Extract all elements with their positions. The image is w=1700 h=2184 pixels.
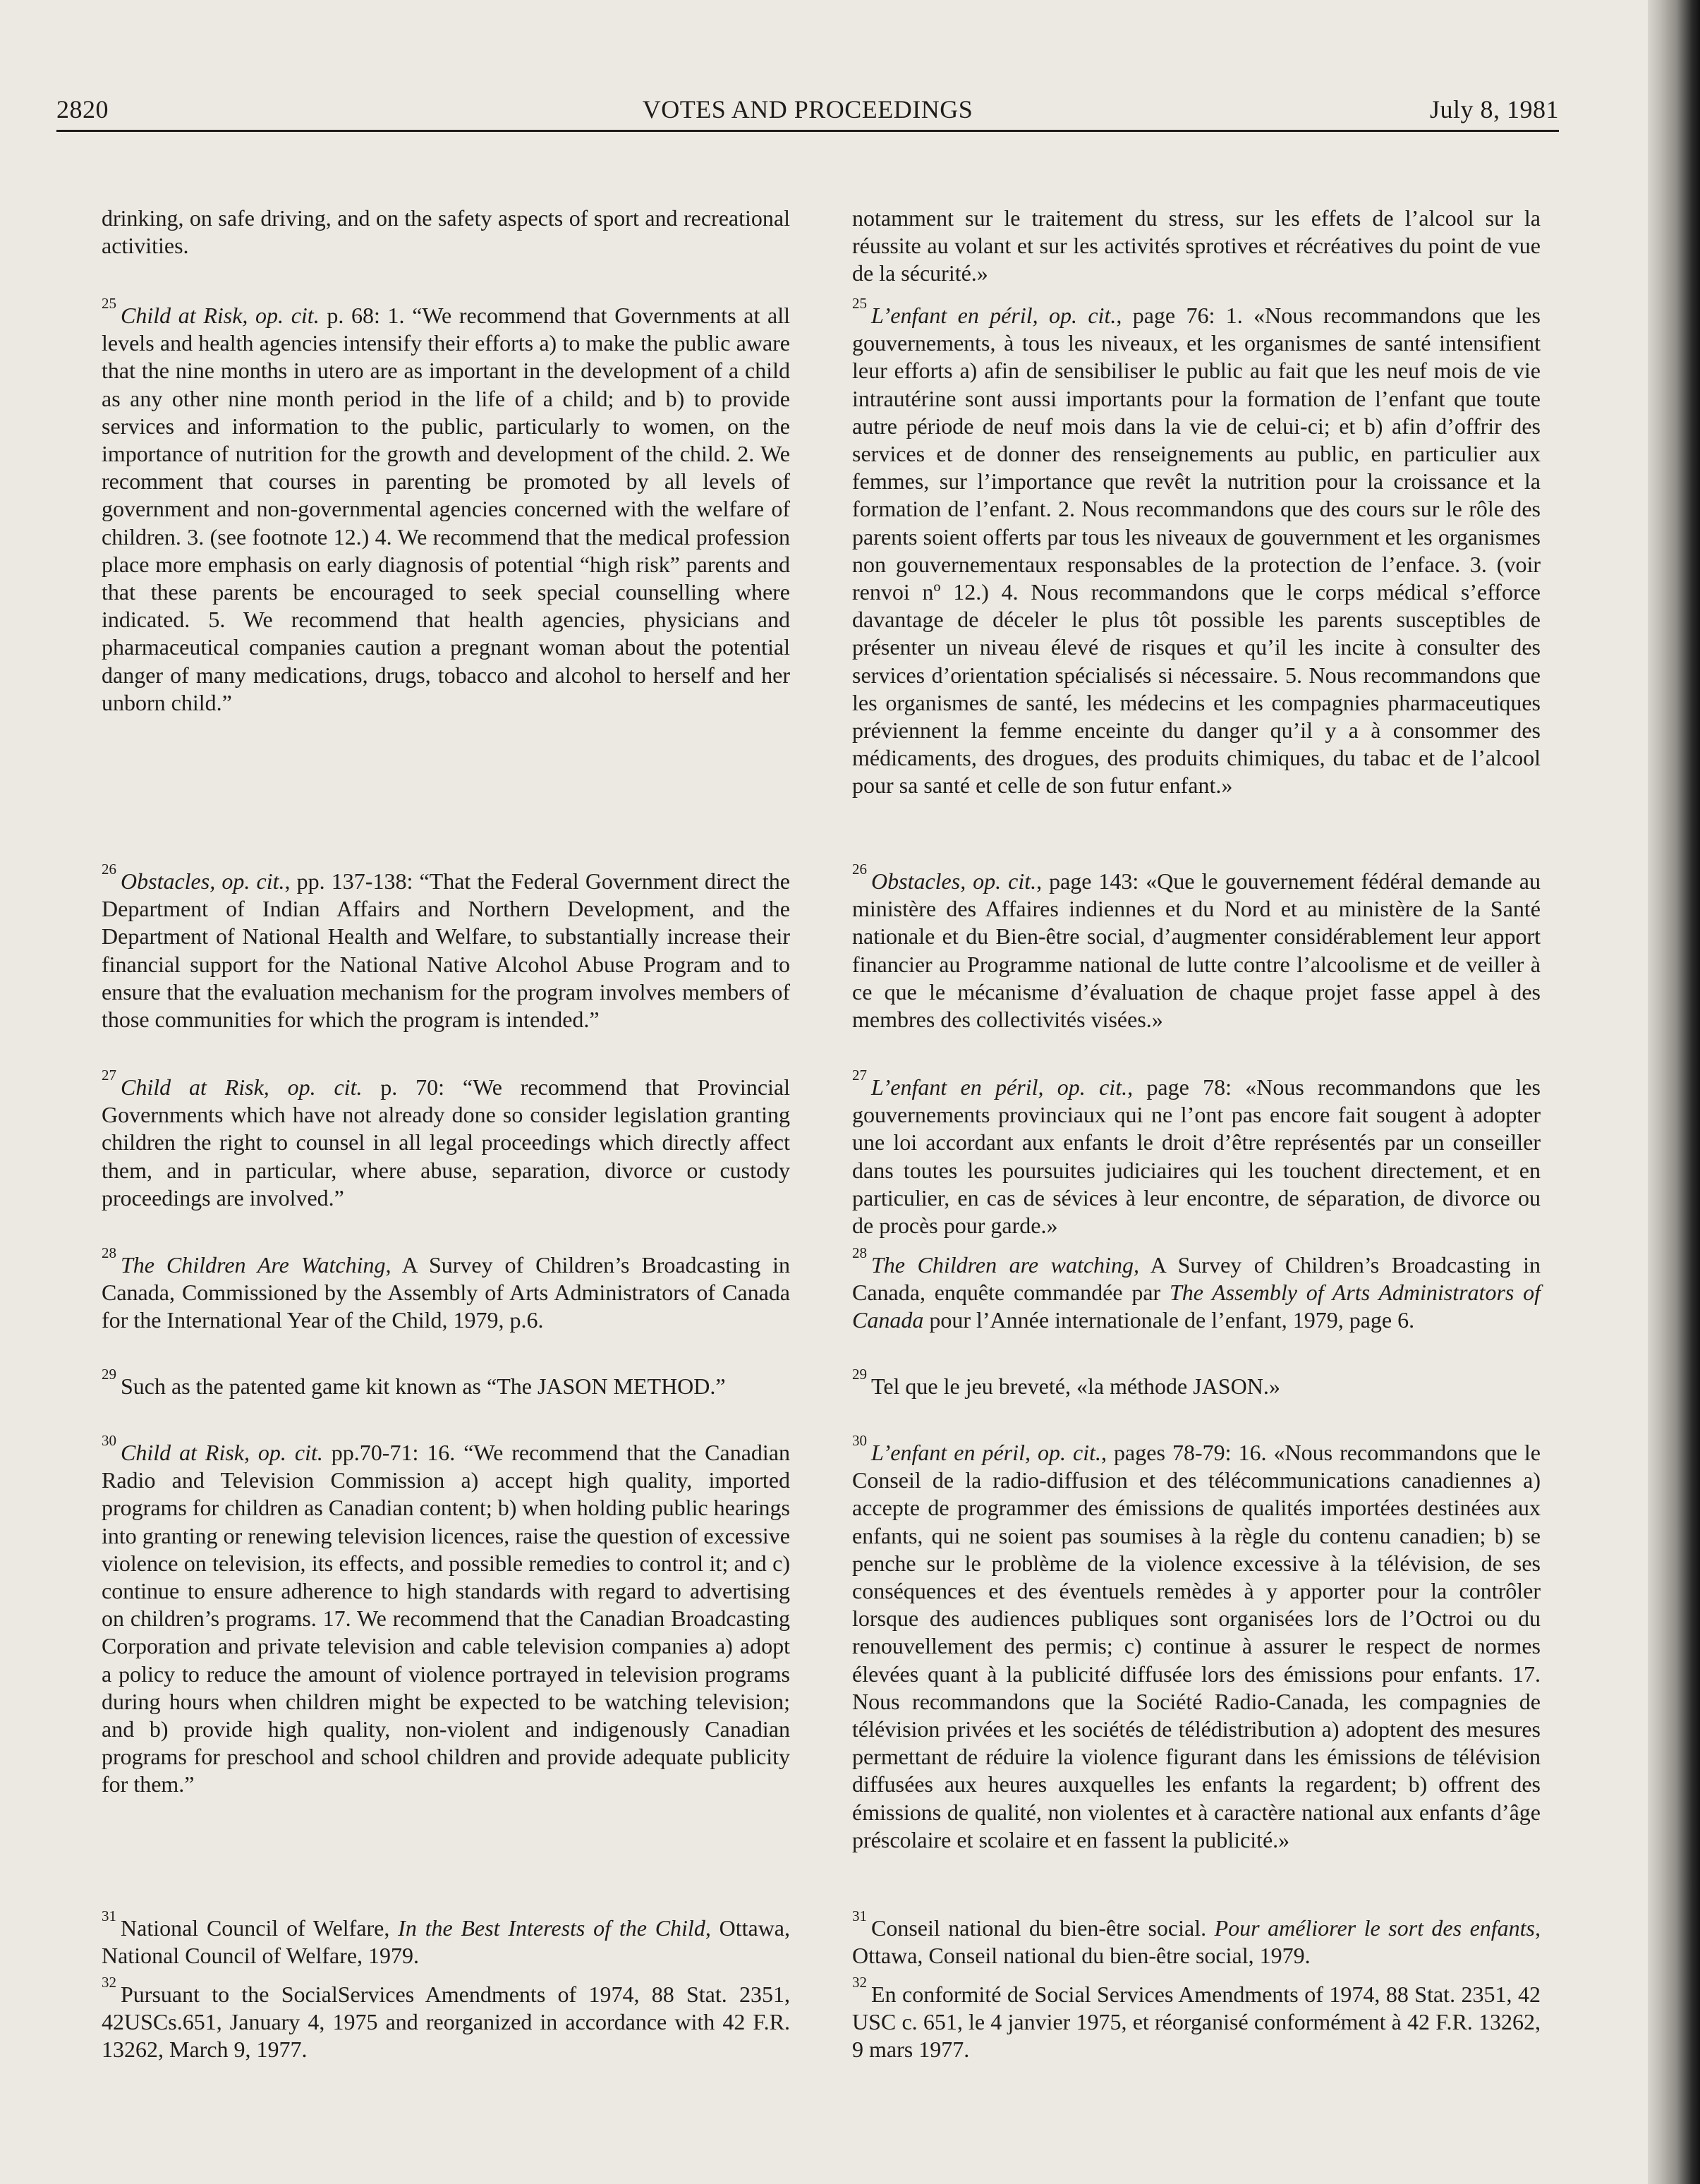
footnote-text: A Survey of Children’s Broadcasting in Canada, Commissioned by the Assembly of Arts Administrators of Canada for the International Year of the Child, 1979, p.6. — [102, 1252, 791, 1333]
footnote-text: Ottawa, Conseil national du bien-être social, 1979. — [852, 1943, 1311, 1969]
footnote-source: In the Best Interests of the Child, — [398, 1915, 711, 1941]
continuation-text: drinking, on safe driving, and on the safety aspects of sport and recreational activities. — [102, 205, 790, 259]
footnote-text: , pp. 137-138: “That the Federal Government direct the Department of Indian Affairs and Northern Development, and the Department of National Health and Welfare, to substantially increase their financial support for the National Native Alcohol Abuse Program and to ensure that the evaluation mechanism for the program involves members of those communities for which the program is intended.” — [102, 868, 790, 1033]
footnote-text: Ottawa, National Council of Welfare, 1979. — [102, 1915, 791, 1969]
footnote-number: 25 — [102, 295, 116, 312]
footnote-text: , page 76: 1. «Nous recommandons que les gouvernements, à tous les niveaux, et les organismes de santé intensifient leur efforts a) afin de sensibiliser le public au fait que les neuf mois de vie intrautérine sont aussi importants pour la formation de l’enfant que toute autre période de neuf mois dans la vie de celui-ci; et b) afin d’offrir des services et de donner des renseignements au public, en particulier aux femmes, sur l’importance que revêt la nutrition pour la croissance et la formation de l’enfant. 2. Nous recommandons que des cours sur le rôle des parents soient offerts par tous les niveaux de gouvernment et les organismes non gouvernementaux responsables de la protection de l’enface. 3. (voir renvoi nº 12.) 4. Nous recommandons que le corps médical s’efforce davantage de déceler le plus tôt possible les parents susceptibles de présenter un niveau élevé de risques et qu’il les incite à consulter des services d’orientation spécialisés si nécessaire. 5. Nous recommandons que les organismes de santé, les médecins et les compagnies pharmaceutiques préviennent la femme enceinte du danger qu’il y a à consommer des médicaments, des drogues, des produits chimiques, du tabac et de l’alcool pour sa santé et celle de son futur enfant.» — [852, 303, 1541, 799]
footnote-source: Child at Risk, op. cit. — [121, 303, 320, 328]
page-binding-edge — [1648, 0, 1700, 2184]
footnote-text: Conseil national du bien-être social. — [871, 1915, 1215, 1941]
footnote-number: 30 — [102, 1432, 116, 1449]
footnote-text: p. 68: 1. “We recommend that Governments at all levels and health agencies intensify their efforts a) to make the public aware that the nine months in utero are as important in the development of a child as any other nine month period in the life of a child; and b) to provide services and information to the public, particularly to women, on the importance of nutrition for the growth and development of the child. 2. We recomment that courses in parenting be promoted by all levels of government and non-governmental agencies concerned with the welfare of children. 3. (see footnote 12.) 4. We recommend that the medical profession place more emphasis on early diagnosis of potential “high risk” parents and that these parents be encouraged to seek special counselling where indicated. 5. We recommend that health agencies, physicians and pharmaceutical companies caution a pregnant woman about the potential danger of many medications, drugs, tobacco and alcohol to herself and her unborn child.” — [102, 303, 791, 715]
footnote-number: 31 — [852, 1907, 867, 1924]
footnote-text: p. 70: “We recommend that Provincial Governments which have not already done so consider legislation granting children the right to counsel in all legal proceedings which directly affect them, and in particular, where abuse, separation, divorce or custody proceedings are involved.” — [102, 1074, 791, 1211]
footnote-source: Child at Risk, op. cit. — [121, 1074, 363, 1100]
footnote-source: Obstacles, op. cit. — [121, 868, 285, 894]
footnote-27 — [102, 1067, 791, 1212]
footnote-source: Obstacles, op. cit. — [871, 868, 1037, 894]
footnote-text: Pursuant to the SocialServices Amendments of 1974, 88 Stat. 2351, 42USCs.651, January 4, 1975 and reorganized in accordance with 42 F.R. 13262, March 9, 1977. — [102, 1982, 790, 2063]
footnote-number: 29 — [852, 1366, 867, 1383]
footnote-text: pp.70-71: 16. “We recommend that the Canadian Radio and Television Commission a) accept high quality, imported programs for children as Canadian content; b) when holding public hearings into granting or renewing television licences, raise the question of excessive violence on television, its effects, and possible remedies to control it; and c) continue to ensure adherence to high standards with regard to advertising on children’s programs. 17. We recommend that the Canadian Broadcasting Corporation and private television and cable television companies a) adopt a policy to reduce the amount of violence portrayed in television programs during hours when children might be expected to be watching television; and b) provide high quality, non-violent and indigenously Canadian programs for preschool and school children and provide adequate publicity for them.” — [102, 1440, 791, 1797]
footnote-text: pour l’Année internationale de l’enfant, 1979, page 6. — [923, 1307, 1415, 1333]
running-title: VOTES AND PROCEEDINGS — [642, 95, 973, 123]
footnote-source: Pour améliorer le sort des enfants, — [1214, 1915, 1541, 1941]
footnote-source: L’enfant en péril, op. cit. — [871, 1074, 1128, 1100]
footnote-28 — [102, 1244, 791, 1335]
footnote-27 — [852, 1067, 1541, 1239]
footnote-number: 28 — [102, 1244, 116, 1261]
footnote-source: The Assembly of Arts Administrators of Canada — [852, 1280, 1541, 1333]
footnote-29 — [102, 1366, 790, 1400]
footnote-source: L’enfant en péril, op. cit. — [871, 1440, 1102, 1465]
footnote-number: 27 — [852, 1067, 867, 1084]
footnote-source: The Children Are Watching, — [121, 1252, 391, 1278]
footnote-text: National Council of Welfare, — [121, 1915, 399, 1941]
page-number: 2820 — [56, 95, 109, 123]
footnote-text: En conformité de Social Services Amendments of 1974, 88 Stat. 2351, 42 USC c. 651, le 4 janvier 1975, et réorganisé conformément à 42 F.R. 13262, 9 mars 1977. — [852, 1982, 1541, 2063]
footnote-source: Child at Risk, op. cit. — [121, 1440, 323, 1465]
footnote-text: A Survey of Children’s Broadcasting in Canada, enquête commandée par — [852, 1252, 1541, 1306]
footnote-source: The Children are watching, — [871, 1252, 1139, 1278]
footnote-32 — [852, 1974, 1541, 2064]
footnote-25 — [102, 295, 791, 717]
page-header — [56, 95, 1559, 130]
footnote-text: Tel que le jeu breveté, «la méthode JASON.» — [871, 1373, 1280, 1399]
footnote-number: 27 — [102, 1067, 116, 1084]
footnote-number: 26 — [852, 861, 867, 878]
footnote-30 — [852, 1432, 1541, 1854]
footnote-number: 28 — [852, 1244, 867, 1261]
footnote-text: , pages 78-79: 16. «Nous recommandons que le Conseil de la radio-diffusion et des télécommunications canadiennes a) accepte de programmer des émissions de qualités importées destinées aux enfants, qui ne soient pas soumises à la règle du contenu canadien; b) se penche sur le problème de la violence excessive à la télévision, de ses conséquences et des éventuels remèdes à y apporter pour la contrôler lorsque des audiences publiques sont organisées lors de l’Octroi ou du renouvellement des permis; c) continue à assurer le respect de normes élevées quant à la publicité diffusée lors des émissions pour enfants. 17. Nous recommandons que la Société Radio-Canada, les compagnies de télévision privées et les sociétés de télédistribution a) adoptent des mesures permettant de réduire la violence figurant dans les émissions de télévision diffusées aux heures auxquelles les enfants la regardent; b) offrent des émissions de qualité, non violentes et à caractère national aux enfants d’âge préscolaire et scolaire et en fassent la publicité.» — [852, 1440, 1541, 1852]
footnote-32 — [102, 1974, 790, 2064]
page-date: July 8, 1981 — [1429, 95, 1559, 123]
footnote-number: 30 — [852, 1432, 867, 1449]
footnote-number: 32 — [102, 1974, 116, 1991]
footnote-number: 25 — [852, 295, 867, 312]
footnote-number: 31 — [102, 1907, 116, 1924]
footnote-26 — [852, 861, 1541, 1033]
footnote-source: L’enfant en péril, op. cit. — [871, 303, 1117, 328]
footnote-number: 32 — [852, 1974, 867, 1991]
footnote-26 — [102, 861, 790, 1033]
footnote-text: , page 78: «Nous recommandons que les gouvernements provinciaux qui ne l’ont pas encore fait sougent à adopter une loi accordant aux enfants le droit d’être représentés par un conseiller dans toutes les poursuites judiciaires qui les touchent directement, et en particulier, en cas de sévices à leur encontre, de séparation, de divorce ou de procès pour garde.» — [852, 1074, 1541, 1239]
footnote-number: 26 — [102, 861, 116, 878]
continuation-text: notamment sur le traitement du stress, sur les effets de l’alcool sur la réussite au volant et sur les activités sprotives et récréatives du point de vue de la sécurité.» — [852, 205, 1541, 286]
footnote-31 — [852, 1907, 1541, 1970]
footnote-text: Such as the patented game kit known as “The JASON METHOD.” — [121, 1373, 726, 1399]
footnote-29 — [852, 1366, 1541, 1400]
footnote-30 — [102, 1432, 791, 1799]
footnote-number: 29 — [102, 1366, 116, 1383]
footnote-31 — [102, 1907, 791, 1970]
footnote-25 — [852, 295, 1541, 800]
footnote-28 — [852, 1244, 1541, 1335]
header-rule — [56, 130, 1559, 132]
footnote-text: , page 143: «Que le gouvernement fédéral demande au ministère des Affaires indiennes et du Nord et au ministère de la Santé nationale et du Bien-être social, d’augmenter considérablement leur apport financier au Programme national de lutte contre l’alcoolisme et de veiller à ce que le mécanisme d’évaluation de chaque projet fasse appel à des membres des collectivités visées.» — [852, 868, 1541, 1033]
